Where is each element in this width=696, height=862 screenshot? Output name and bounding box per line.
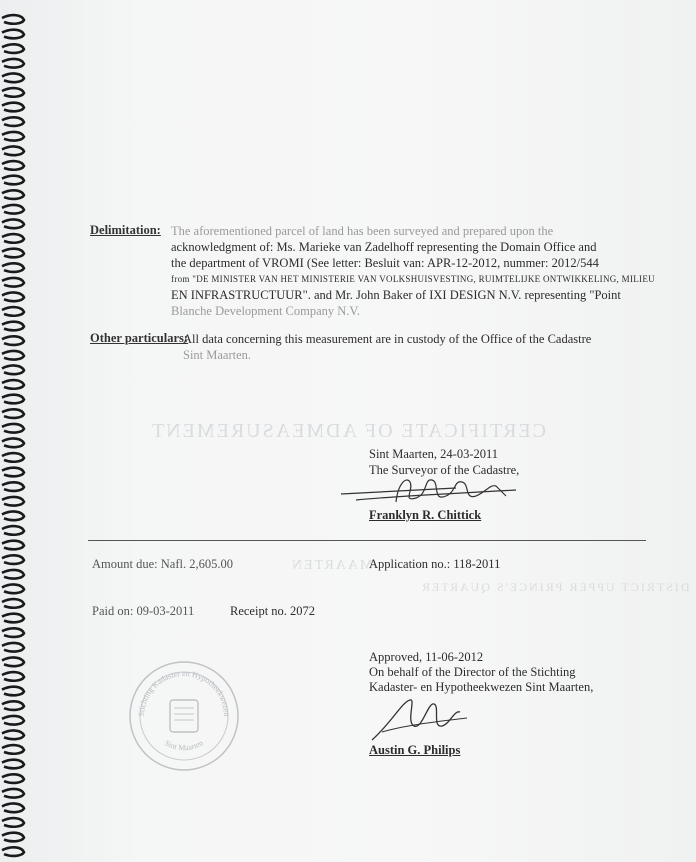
spiral-coil — [2, 293, 24, 302]
spiral-coil — [2, 774, 24, 783]
spiral-coil — [2, 249, 24, 258]
other-particulars-line-1: All data concerning this measurement are in custody of the Office of the Cadastre — [183, 332, 592, 346]
delimitation-line-5: EN INFRASTRUCTUUR". and Mr. John Baker of IXI DESIGN N.V. representing "Point — [171, 288, 621, 302]
spiral-coil — [2, 731, 24, 740]
stamp-crest-icon — [170, 700, 198, 732]
spiral-coil — [2, 15, 24, 24]
spiral-coil — [2, 497, 24, 506]
spiral-coil — [2, 132, 24, 141]
delimitation-line-1: The aforementioned parcel of land has been surveyed and prepared upon the — [171, 224, 554, 238]
surveyor-signature — [336, 472, 526, 512]
svg-text:Stichting Kadaster en Hypothee — [137, 669, 231, 717]
delimitation-line-3: the department of VROMI (See letter: Besluit van: APR-12-2012, nummer: 2012/544 — [171, 256, 599, 270]
ghost-maarten: MAARTEN — [290, 558, 373, 573]
spiral-coil — [2, 643, 24, 652]
spiral-coil — [2, 278, 24, 287]
delimitation-text — [171, 223, 655, 319]
spiral-coil — [2, 409, 24, 418]
spiral-coil — [2, 366, 24, 375]
official-stamp — [128, 660, 240, 772]
approver-name: Austin G. Philips — [369, 743, 461, 757]
other-particulars-label: Other particulars: — [90, 331, 189, 345]
spiral-coil — [2, 468, 24, 477]
spiral-coil — [2, 701, 24, 710]
spiral-coil — [2, 658, 24, 667]
receipt-no: Receipt no. 2072 — [230, 604, 316, 618]
spiral-coil — [2, 336, 24, 345]
ghost-certificate-title: CERTIFICATE OF ADMEASUREMENT — [150, 420, 546, 442]
spiral-coil — [2, 555, 24, 564]
spiral-coil — [2, 220, 24, 229]
other-particulars-text — [183, 331, 591, 363]
spiral-coil — [2, 789, 24, 798]
spiral-coil — [2, 380, 24, 389]
surveyor-title: The Surveyor of the Cadastre, — [369, 463, 520, 477]
approver-signature — [362, 692, 482, 747]
spiral-coil — [2, 424, 24, 433]
delimitation-line-6: Blanche Development Company N.V. — [171, 304, 360, 318]
spiral-coil — [2, 672, 24, 681]
spiral-coil — [2, 687, 24, 696]
spiral-coil — [2, 453, 24, 462]
spiral-coil — [2, 263, 24, 272]
spiral-coil — [2, 585, 24, 594]
approval-line-2: Kadaster- en Hypotheekwezen Sint Maarten, — [369, 680, 594, 694]
spiral-coil — [2, 351, 24, 360]
approval-line-1: On behalf of the Director of the Stichting — [369, 665, 576, 679]
spiral-coil — [2, 716, 24, 725]
stamp-bottom-text: Sint Maarten — [163, 738, 205, 753]
amount-due: Amount due: Nafl. 2,605.00 — [92, 557, 233, 571]
ghost-district: DISTRICT UPPER PRINCE'S QUARTER — [420, 580, 690, 594]
spiral-coil — [2, 614, 24, 623]
spiral-coil — [2, 512, 24, 521]
surveyor-name: Franklyn R. Chittick — [369, 508, 482, 522]
spiral-coil — [2, 847, 24, 856]
spiral-coil — [2, 147, 24, 156]
spiral-coil — [2, 745, 24, 754]
spiral-coil — [2, 482, 24, 491]
spiral-binding — [0, 0, 30, 862]
application-no: Application no.: 118-2011 — [369, 557, 501, 571]
spiral-coil — [2, 599, 24, 608]
surveyor-place-date: Sint Maarten, 24-03-2011 — [369, 447, 499, 461]
other-particulars-line-2: Sint Maarten. — [183, 348, 252, 362]
approved-date: Approved, 11-06-2012 — [369, 650, 484, 664]
spiral-coil — [2, 541, 24, 550]
spiral-coil — [2, 44, 24, 53]
svg-text:Sint Maarten — [163, 738, 204, 752]
spiral-coil — [2, 818, 24, 827]
spiral-coil — [2, 88, 24, 97]
spiral-coil — [2, 176, 24, 185]
spiral-coil — [2, 307, 24, 316]
paid-on: Paid on: 09-03-2011 — [92, 604, 195, 618]
spiral-coil — [2, 190, 24, 199]
spiral-coil — [2, 205, 24, 214]
spiral-coil — [2, 103, 24, 112]
spiral-coil — [2, 117, 24, 126]
spiral-coil — [2, 161, 24, 170]
spiral-coil — [2, 628, 24, 637]
section-divider — [88, 540, 646, 541]
spiral-coil — [2, 30, 24, 39]
spiral-coil — [2, 526, 24, 535]
stamp-top-text: Stichting Kadaster en Hypotheekwezen — [136, 668, 232, 717]
spiral-coil — [2, 322, 24, 331]
spiral-coil — [2, 59, 24, 68]
spiral-coil — [2, 570, 24, 579]
spiral-coil — [2, 833, 24, 842]
spiral-coil — [2, 760, 24, 769]
delimitation-label: Delimitation: — [90, 223, 161, 237]
spiral-coil — [2, 74, 24, 83]
delimitation-line-2: acknowledgment of: Ms. Marieke van Zadelhoff representing the Domain Office and — [171, 240, 597, 254]
spiral-coil — [2, 234, 24, 243]
spiral-coil — [2, 804, 24, 813]
spiral-coil — [2, 395, 24, 404]
delimitation-line-4: from "DE MINISTER VAN HET MINISTERIE VAN VOLKSHUISVESTING, RUIMTELIJKE ONTWIKKELING, MILIEU — [171, 274, 655, 284]
spiral-coil — [2, 439, 24, 448]
